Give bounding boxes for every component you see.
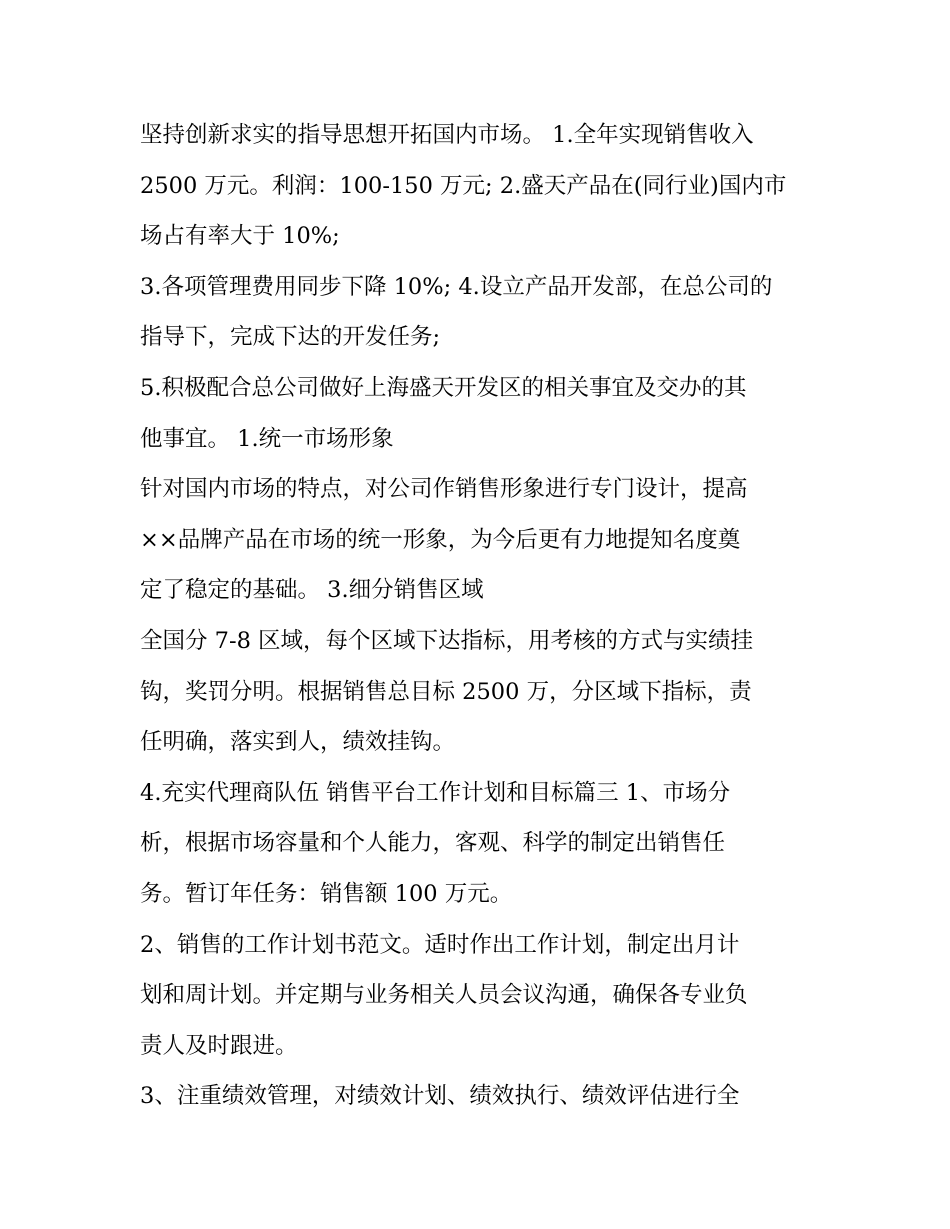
text-line: 钩，奖罚分明。根据销售总目标 2500 万，分区域下指标，责 — [140, 678, 752, 705]
paragraph-7 — [140, 920, 815, 1072]
text-line: 全国分 7-8 区域，每个区域下达指标，用考核的方式与实绩挂 — [140, 627, 754, 654]
paragraph-8 — [140, 1071, 815, 1122]
text-line: 责人及时跟进。 — [140, 1032, 298, 1059]
paragraph-5 — [140, 616, 815, 768]
text-line: 3.各项管理费用同步下降 10%; 4.设立产品开发部，在总公司的 — [140, 273, 773, 300]
paragraph-6 — [140, 768, 815, 920]
document-body — [140, 110, 815, 1122]
text-line: 3、注重绩效管理，对绩效计划、绩效执行、绩效评估进行全 — [140, 1083, 740, 1110]
text-line: 坚持创新求实的指导思想开拓国内市场。 1.全年实现销售收入 — [140, 122, 754, 148]
text-line: 5.积极配合总公司做好上海盛天开发区的相关事宜及交办的其 — [140, 374, 747, 401]
text-line: 定了稳定的基础。 3.细分销售区域 — [140, 577, 484, 604]
paragraph-4 — [140, 464, 815, 616]
text-line: 针对国内市场的特点，对公司作销售形象进行专门设计，提高 — [140, 476, 748, 503]
text-line: ××品牌产品在市场的统一形象，为今后更有力地提知名度奠 — [140, 526, 741, 553]
text-line: 务。暂订年任务：销售额 100 万元。 — [140, 880, 513, 907]
text-line: 4.充实代理商队伍 销售平台工作计划和目标篇三 1、市场分 — [140, 779, 731, 806]
text-line: 任明确，落实到人，绩效挂钩。 — [140, 729, 456, 756]
text-line: 划和周计划。并定期与业务相关人员会议沟通，确保各专业负 — [140, 982, 748, 1009]
text-line: 析，根据市场容量和个人能力，客观、科学的制定出销售任 — [140, 830, 726, 857]
text-line: 指导下，完成下达的开发任务; — [140, 324, 441, 351]
text-line: 场占有率大于 10%; — [140, 223, 340, 250]
paragraph-2 — [140, 262, 815, 363]
text-line: 2、销售的工作计划书范文。适时作出工作计划，制定出月计 — [140, 931, 740, 958]
text-line: 他事宜。 1.统一市场形象 — [140, 425, 394, 452]
text-line: 2500 万元。利润：100-150 万元; 2.盛天产品在(同行业)国内市 — [140, 172, 787, 199]
paragraph-3 — [140, 363, 815, 464]
paragraph-1 — [140, 110, 815, 262]
